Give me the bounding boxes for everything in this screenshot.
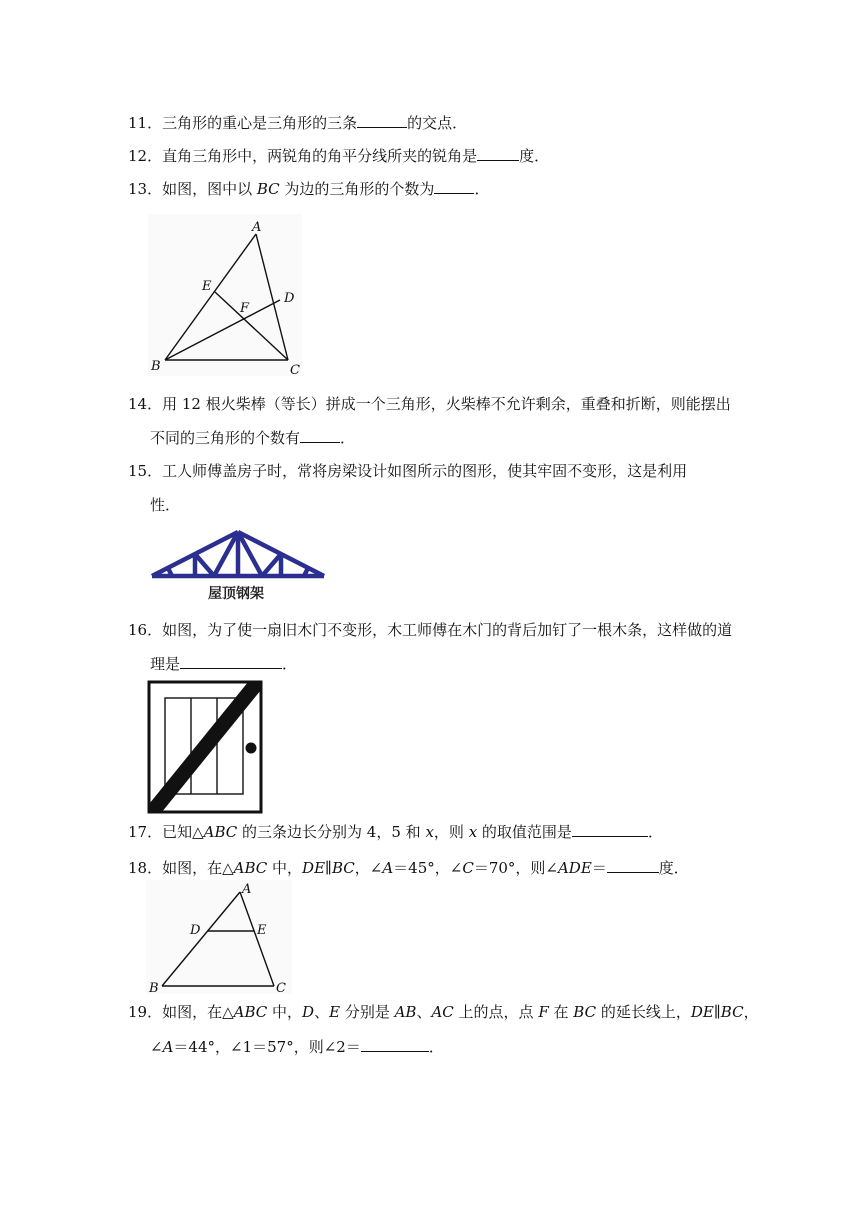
question-16: 16．如图，为了使一扇旧木门不变形，木工师傅在木门的背后加钉了一根木条，这样做的道: [128, 621, 733, 639]
answer-blank[interactable]: [357, 112, 407, 128]
answer-blank[interactable]: [572, 821, 648, 837]
question-19: 19．如图，在△ABC 中，D、E 分别是 AB、AC 上的点，点 F 在 BC 的延长线上，DE∥BC，: [128, 1003, 759, 1021]
answer-blank[interactable]: [477, 145, 519, 161]
label-B: B: [149, 981, 159, 994]
question-11: 11．三角形的重心是三角形的三条 的交点．: [128, 114, 468, 132]
label-A: A: [252, 220, 262, 235]
question-14: 14．用 12 根火柴棒（等长）拼成一个三角形，火柴棒不允许剩余，重叠和折断，则能摆出: [128, 395, 731, 413]
question-13: 13．如图，图中以 BC 为边的三角形的个数为 ．: [128, 180, 490, 198]
figure-caption: 屋顶钢架: [208, 586, 264, 602]
label-A: A: [242, 882, 252, 897]
question-15-line-2: 性．: [150, 496, 181, 514]
door-knob-icon: [246, 743, 257, 754]
answer-blank[interactable]: [361, 1036, 429, 1052]
answer-blank[interactable]: [180, 653, 282, 669]
question-14-line-2: 不同的三角形的个数有 ．: [150, 429, 356, 447]
label-B: B: [151, 359, 161, 374]
figure-triangle-abc-cevians: [148, 214, 302, 380]
question-number: 17．: [128, 823, 163, 841]
question-16-line-2: 理是 ．: [150, 655, 298, 673]
figure-roof-truss: [148, 526, 328, 610]
answer-blank[interactable]: [607, 857, 659, 873]
question-number: 14．: [128, 395, 163, 413]
label-E: E: [202, 279, 212, 294]
label-C: C: [290, 363, 300, 376]
question-number: 19．: [128, 1003, 163, 1021]
label-E: E: [257, 923, 267, 938]
answer-blank[interactable]: [300, 427, 340, 443]
figure-door-brace: [147, 680, 263, 818]
question-number: 13．: [128, 180, 163, 198]
question-number: 15．: [128, 462, 163, 480]
question-17: 17．已知△ABC 的三条边长分别为 4，5 和 x，则 x 的取值范围是 ．: [128, 823, 663, 841]
question-15: 15．工人师傅盖房子时，常将房梁设计如图所示的图形，使其牢固不变形，这是利用: [128, 462, 688, 480]
label-D: D: [190, 923, 201, 938]
figure-triangle-de-parallel-bc: [146, 880, 292, 998]
label-F: F: [240, 301, 250, 316]
question-number: 18．: [128, 859, 163, 877]
label-D: D: [284, 291, 295, 306]
question-number: 16．: [128, 621, 163, 639]
question-19-line-2: ∠A＝44°，∠1＝57°，则∠2＝ ．: [150, 1038, 444, 1056]
question-number: 11．: [128, 114, 163, 132]
question-number: 12．: [128, 147, 163, 165]
question-18: 18．如图，在△ABC 中，DE∥BC，∠A＝45°，∠C＝70°，则∠ADE＝ 度．: [128, 859, 689, 877]
question-12: 12．直角三角形中，两锐角的角平分线所夹的锐角是 度．: [128, 147, 550, 165]
answer-blank[interactable]: [434, 178, 474, 194]
label-C: C: [276, 981, 286, 994]
